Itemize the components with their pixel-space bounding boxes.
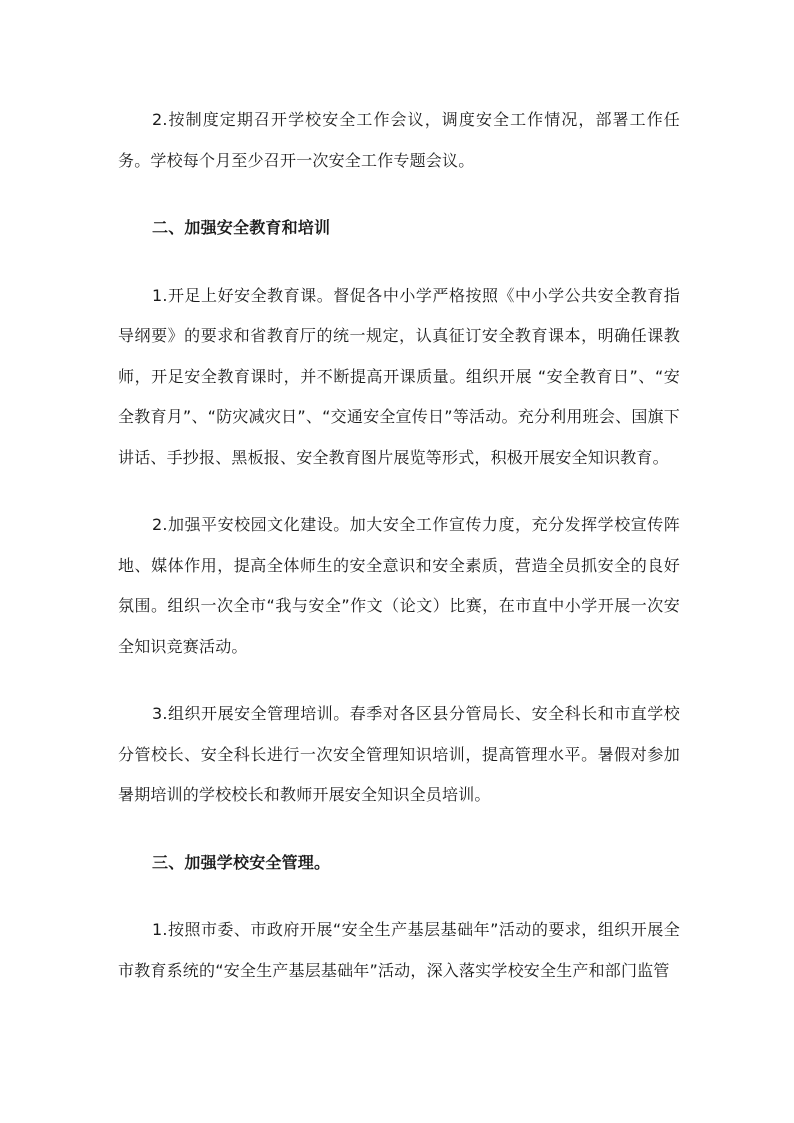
paragraph-gap [118, 478, 680, 505]
paragraph-safety-meetings: 2.按制度定期召开学校安全工作会议，调度安全工作情况，部署工作任务。学校每个月至少召开一次安全工作专题会议。 [118, 110, 680, 170]
paragraph-campus-culture: 2.加强平安校园文化建设。加大安全工作宣传力度，充分发挥学校宣传阵地、媒体作用，提高全体师生的安全意识和安全素质，营造全员抓安全的良好氛围。组织一次全市“我与安全”作文（论文）比赛，在市直中小学开展一次安全知识竞赛活动。 [118, 515, 680, 656]
paragraph-gap [118, 883, 680, 910]
paragraph-gap [118, 249, 680, 276]
paragraph-safety-courses: 1.开足上好安全教育课。督促各中小学严格按照《中小学公共安全教育指导纲要》的要求和省教育厅的统一规定，认真征订安全教育课本，明确任课教师，开足安全教育课时，并不断提高开课质量。组织开展 “安全教育日”、“安全教育月”、“防灾减灾日”、“交通安全宣传日”等活动。充分利用班会、国旗下讲话、手抄报、黑板报、安全教育图片展览等形式，积极开展安全知识教育。 [118, 285, 680, 467]
paragraph-gap [118, 667, 680, 694]
paragraph-gap [118, 816, 680, 843]
paragraph-grassroots-year: 1.按照市委、市政府开展“安全生产基层基础年”活动的要求，组织开展全市教育系统的“安全生产基层基础年”活动，深入落实学校安全生产和部门监管 [118, 920, 680, 980]
section-heading-school-safety-management: 三、加强学校安全管理。 [152, 852, 331, 872]
paragraph-gap [118, 181, 680, 208]
section-heading-education-training: 二、加强安全教育和培训 [152, 218, 331, 237]
document-page [118, 100, 680, 991]
paragraph-management-training: 3.组织开展安全管理培训。春季对各区县分管局长、安全科长和市直学校分管校长、安全科长进行一次安全管理知识培训，提高管理水平。暑假对参加暑期培训的学校校长和教师开展安全知识全员培训。 [118, 704, 680, 804]
